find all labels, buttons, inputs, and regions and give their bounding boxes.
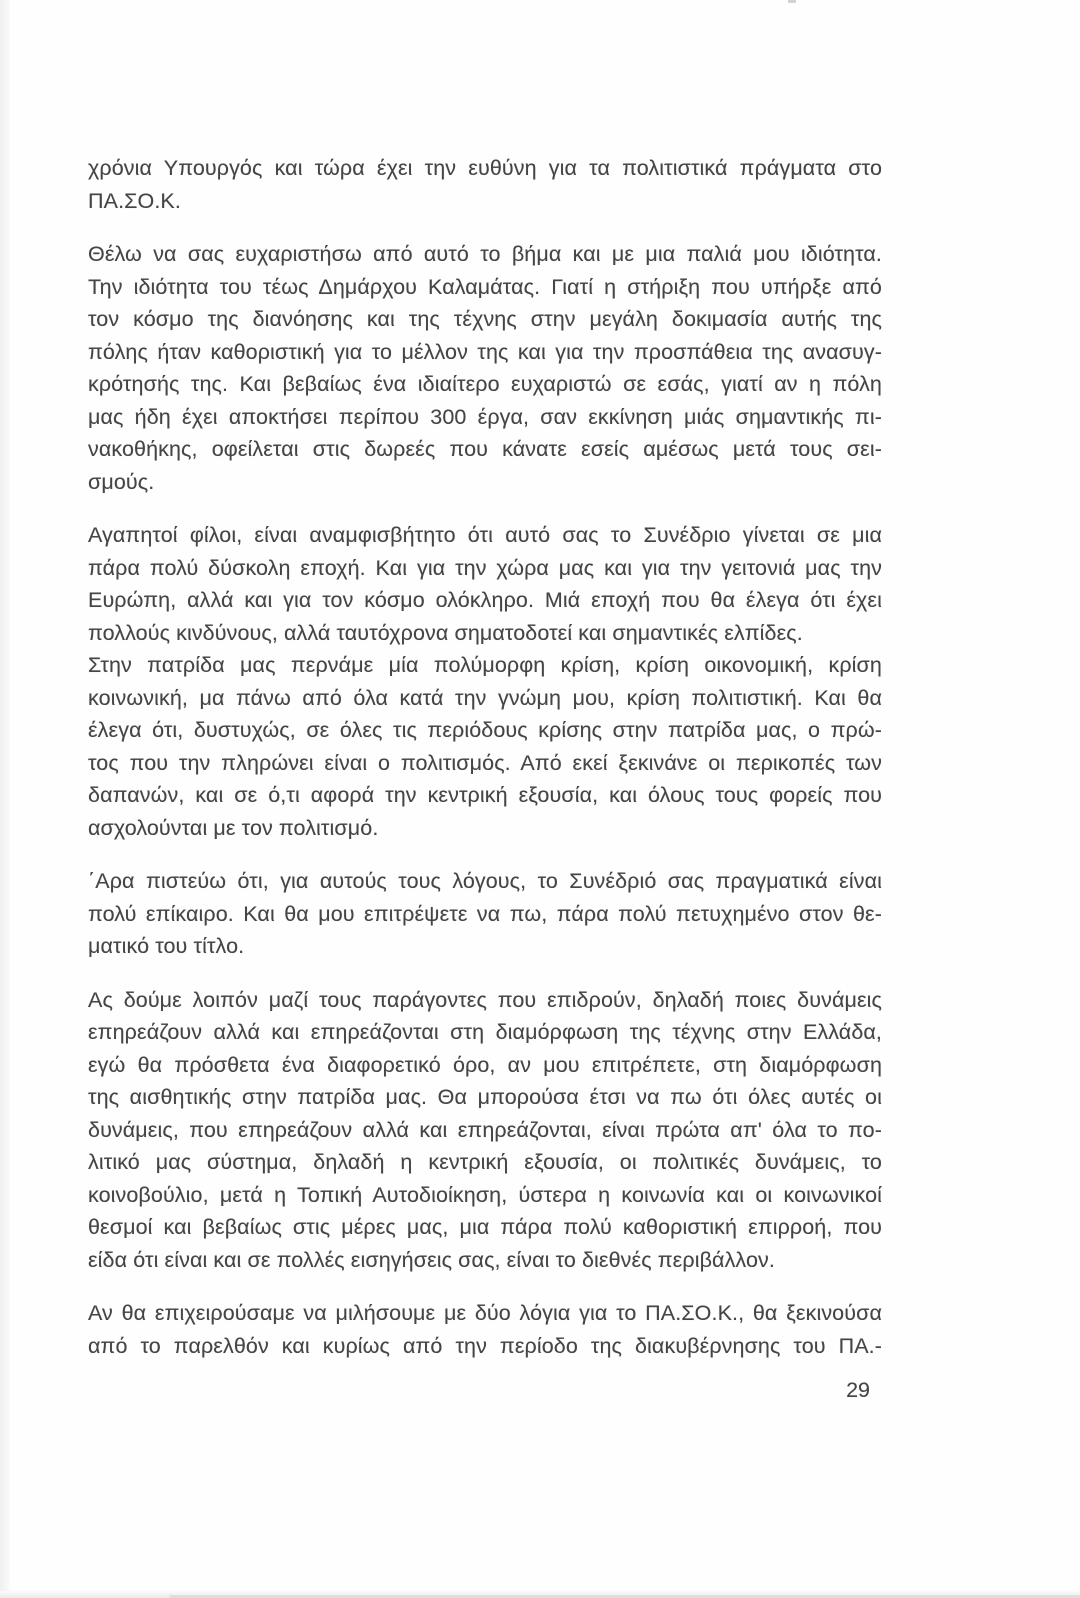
paragraph <box>88 519 882 649</box>
paragraph <box>88 238 882 498</box>
text-line: δαπανών, και σε ό,τι αφορά την κεντρική εξουσία, και όλους τους φορείς που <box>88 783 882 807</box>
text-line: θεσμοί και βεβαίως στις μέρες μας, μια πάρα πολύ καθοριστική επιρροή, που <box>88 1215 882 1239</box>
text-line: Την ιδιότητα του τέως Δημάρχου Καλαμάτας. Γιατί η στήριξη που υπήρξε από <box>88 274 882 299</box>
text-line: ματικό του τίτλο. <box>88 934 245 958</box>
scan-artifact-top-speck <box>788 0 796 3</box>
text-line: εγώ θα πρόσθετα ένα διαφορετικό όρο, αν μου επιτρέπετε, στη διαμόρφωση <box>88 1052 882 1077</box>
text-line: κρότησής της. Και βεβαίως ένα ιδιαίτερο ευχαριστώ σε εσάς, γιατί αν η πόλη <box>88 372 882 396</box>
text-line: είδα ότι είναι και σε πολλές εισηγήσεις σας, είναι το διεθνές περιβάλλον. <box>88 1247 775 1272</box>
text-line: τος που την πληρώνει είναι ο πολιτισμός. Από εκεί ξεκινάνε οι περικοπές των <box>88 750 882 775</box>
text-line: χρόνια Υπουργός και τώρα έχει την ευθύνη για τα πολιτιστικά πράγματα στο <box>88 156 882 180</box>
text-line: έλεγα ότι, δυστυχώς, σε όλες τις περιόδους κρίσης στην πατρίδα μας, ο πρώ- <box>88 718 882 742</box>
text-line: πάρα πολύ δύσκολη εποχή. Και για την χώρα μας και για την γειτονιά μας την <box>88 555 882 580</box>
paragraph <box>88 649 882 844</box>
text-line: νακοθήκης, οφείλεται στις δωρεές που κάνατε εσείς αμέσως μετά τους σει- <box>88 437 882 461</box>
paragraph <box>88 865 882 963</box>
text-line: δυνάμεις, που επηρεάζουν αλλά και επηρεάζονται, είναι πρώτα απ' όλα το πο- <box>88 1117 882 1142</box>
text-line: Αγαπητοί φίλοι, είναι αναμφισβήτητο ότι αυτό σας το Συνέδριο γίνεται σε μια <box>88 523 882 547</box>
page-number: 29 <box>846 1378 870 1402</box>
text-line: πολλούς κινδύνους, αλλά ταυτόχρονα σηματοδοτεί και σημαντικές ελπίδες. <box>88 620 803 645</box>
text-line: μας ήδη έχει αποκτήσει περίπου 300 έργα, σαν εκκίνηση μιάς σημαντικής πι- <box>88 404 882 429</box>
text-line: της αισθητικής στην πατρίδα μας. Θα μπορούσα έτσι να πω ότι όλες αυτές οι <box>88 1085 882 1109</box>
paragraph <box>88 152 882 217</box>
text-line: από το παρελθόν και κυρίως από την περίοδο της διακυβέρνησης του ΠΑ.- <box>88 1333 882 1358</box>
text-line: λιτικό μας σύστημα, δηλαδή η κεντρική εξουσία, οι πολιτικές δυνάμεις, το <box>88 1150 882 1174</box>
text-line: κοινωνική, μα πάνω από όλα κατά την γνώμη μου, κρίση πολιτιστική. Και θα <box>88 685 882 710</box>
text-line: Στην πατρίδα μας περνάμε μία πολύμορφη κρίση, κρίση οικονομική, κρίση <box>88 653 882 677</box>
paragraph <box>88 984 882 1277</box>
text-line: ΠΑ.ΣΟ.Κ. <box>88 188 181 213</box>
page-text <box>88 152 882 1383</box>
text-line: Αν θα επιχειρούσαμε να μιλήσουμε με δύο λόγια για το ΠΑ.ΣΟ.Κ., θα ξεκινούσα <box>88 1301 882 1325</box>
text-line: Ας δούμε λοιπόν μαζί τους παράγοντες που επιδρούν, δηλαδή ποιες δυνάμεις <box>88 987 882 1012</box>
text-line: κοινοβούλιο, μετά η Τοπική Αυτοδιοίκηση, ύστερα η κοινωνία και οι κοινωνικοί <box>88 1182 882 1207</box>
paragraph <box>88 1297 882 1362</box>
text-line: Ευρώπη, αλλά και για τον κόσμο ολόκληρο. Μιά εποχή που θα έλεγα ότι έχει <box>88 588 882 612</box>
text-line: ασχολούνται με τον πολιτισμό. <box>88 815 379 840</box>
text-line: Θέλω να σας ευχαριστήσω από αυτό το βήμα και με μια παλιά μου ιδιότητα. <box>88 242 882 266</box>
text-line: πόλης ήταν καθοριστική για το μέλλον της και για την προσπάθεια της ανασυγ- <box>88 339 882 364</box>
scan-artifact-left-edge <box>0 0 10 1598</box>
text-line: επηρεάζουν αλλά και επηρεάζονται στη διαμόρφωση της τέχνης στην Ελλάδα, <box>88 1020 882 1044</box>
text-line: ΄Αρα πιστεύω ότι, για αυτούς τους λόγους, το Συνέδριό σας πραγματικά είναι <box>88 869 882 893</box>
text-line: πολύ επίκαιρο. Και θα μου επιτρέψετε να πω, πάρα πολύ πετυχημένο στον θε- <box>88 901 882 926</box>
text-line: τον κόσμο της διανόησης και της τέχνης στην μεγάλη δοκιμασία αυτής της <box>88 307 882 331</box>
text-line: σμούς. <box>88 469 155 494</box>
